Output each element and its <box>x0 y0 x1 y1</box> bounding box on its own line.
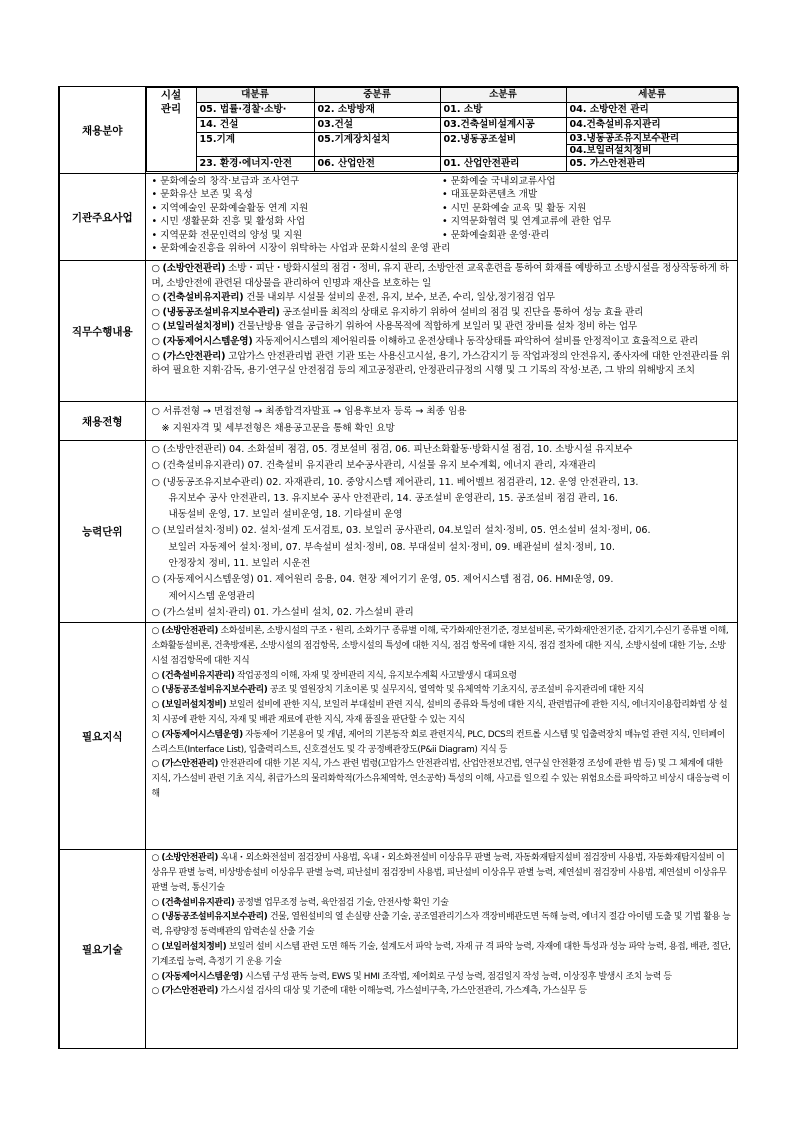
skill-item <box>152 984 733 999</box>
classification-header-row <box>146 88 738 103</box>
cell-major: 15.기계 <box>196 133 314 157</box>
bullet-circle: ○ <box>151 626 162 637</box>
units-row <box>59 441 737 623</box>
bullet-circle: ○ <box>151 700 162 711</box>
skill-item <box>152 910 733 940</box>
duty-title: (건축설비유지관리) <box>162 292 244 304</box>
bullet-circle: ○ <box>151 942 162 953</box>
skill-title: (가스안전관리) <box>161 986 219 997</box>
skill-text: 시스템 구성 판독 능력, EWS 및 HMI 조작법, 제어회로 구성 능력, 점검일지 작성 능력, 이상징후 발생시 조치 능력 등 <box>242 971 672 982</box>
units-label: 능력단위 <box>59 441 145 623</box>
cell-middle: 02. 소방방재 <box>314 103 440 118</box>
skill-title: (소방안전관리) <box>161 853 219 864</box>
duty-item <box>152 335 733 350</box>
knowledge-text: 보일러 설비에 관한 지식, 보일러 부대설비 관련 지식, 설비의 종류와 특성에 대한 지식, 관련법규에 관한 지식, 에너지이용합리화법 상 설치 시공에 관한 지식, 자재 및 배관 재료에 관한 지식, 자재 품질을 판단할 수 있는 지식 <box>151 700 728 726</box>
duties-cell <box>145 261 737 402</box>
skill-item <box>152 851 733 895</box>
cell-detail: 04.건축설비유지관리 <box>566 118 738 133</box>
duty-text: 고압가스 안전관리법 관련 기관 또는 사용신고시설, 용기, 가스감지기 등 작업과정의 안전유지, 종사자에 대한 안전관리를 위하여 필요한 지휘·감독, 용기·연구실 안전점검 등의 제고공정관리, 안정관리규정의 시행 및 그 기록의 작성·보존, 그 밖의 위해방지 조치 <box>151 350 730 377</box>
duty-item <box>152 320 733 335</box>
knowledge-item <box>152 757 733 801</box>
unit-line: 유지보수 공사 안전관리, 13. 유지보수 공사 안전관리, 14. 공조설비 운영관리, 15. 공조설비 점검 관리, 16. <box>168 492 619 504</box>
job-description-table <box>58 86 738 1049</box>
classification-row-3 <box>146 133 738 145</box>
cell-minor: 02.냉동공조설비 <box>440 133 566 157</box>
header-major: 대분류 <box>196 88 314 103</box>
business-columns <box>152 175 733 242</box>
classification-group: 시설 관리 <box>146 88 196 172</box>
skill-item <box>152 896 733 911</box>
cell-detail: 03.냉동공조유지보수관리 <box>566 133 738 145</box>
unit-line: 보일러 자동제어 설치·정비, 07. 부속설비 설치·정비, 08. 부대설비 설치·정비, 09. 배관설비 설치·정비, 10. <box>168 541 615 553</box>
cell-minor: 01. 소방 <box>440 103 566 118</box>
skills-row <box>59 850 737 1049</box>
classification-row-1 <box>146 103 738 118</box>
skill-text: 건물, 열원설비의 열 손실량 산출 기술, 공조열관리기스자 객장비배관도면 독해 능력, 에너지 절감 아이템 도출 및 기법 활용 능력, 유량양정 동력배관의 압력손실 산출 기술 <box>151 912 731 938</box>
unit-line: ○ (가스설비 설치·관리) 01. 가스설비 설치, 02. 가스설비 관리 <box>151 606 414 618</box>
cell-minor: 03.건축설비설계시공 <box>440 118 566 133</box>
unit-line: 안정장치 정비, 11. 보일러 시운전 <box>168 558 311 570</box>
cell-major: 14. 건설 <box>196 118 314 133</box>
classification-cell <box>145 87 737 174</box>
bullet-circle: ○ <box>151 912 162 923</box>
cell-middle: 03.건설 <box>314 118 440 133</box>
process-cell <box>145 402 737 441</box>
skills-cell <box>145 850 737 1049</box>
bullet-circle: ○ <box>151 263 163 274</box>
skill-item <box>152 940 733 970</box>
knowledge-title: (가스안전관리) <box>161 759 219 770</box>
duty-text: 공조설비를 최적의 상태로 유지하기 위하여 설비의 점검 및 진단을 통하여 성능 효율 관리 <box>279 306 644 318</box>
business-item: • 문화예술회관 운영·관리 <box>442 229 550 241</box>
business-item: • 대표문화콘텐츠 개발 <box>442 189 538 201</box>
duty-title: (가스안전관리) <box>162 350 226 362</box>
knowledge-text: 자동제어 기본용어 및 개념, 제어의 기본동작 회로 관련지식, PLC, DCS의 컨트롤 시스템 및 입출력장치 매뉴얼 관련 지식, 인터페이스리스트(Interface List), 입출력리스트, 신호결선도 및 각 공정배관장도(P&ii Diagram) 지식 등 <box>151 729 725 755</box>
header-middle: 중분류 <box>314 88 440 103</box>
knowledge-text: 소화설비론, 소방시설의 구조・원리, 소화기구 종류별 이해, 국가화재안전기준, 경보설비론, 국가화재안전기준, 감지기,수신기 종류별 이해, 소화활동설비론, 건축방재론, 소방시설의 점검항목, 소방시설의 특성에 대한 지식, 점검 항목에 대한 지식, 점검 절차에 대한 지식, 소방시설에 대한 기능, 소방시설 점검항목에 대한 지식 <box>151 626 729 666</box>
business-right-column <box>442 175 733 242</box>
knowledge-title: (소방안전관리) <box>161 626 219 637</box>
classification-table <box>146 87 739 172</box>
skill-text: 옥내・외소화전설비 점검장비 사용법, 옥내・외소화전설비 이상유무 판별 능력, 자동화재탐지설비 점검장비 사용법, 자동화재탐지설비 이상유무 판별 능력, 비상방송설비 이상유무 판별 능력, 피난설비 점검장비 사용법, 피난설비 이상유무 판별 능력, 제연설비 점검장비 사용법, 제연설비 이상유무 판별 능력, 통신기술 <box>151 853 727 893</box>
business-cell <box>145 174 737 261</box>
skill-title: (냉동공조설비유지보수관리) <box>161 912 268 923</box>
bullet-circle: ○ <box>151 350 163 362</box>
units-cell <box>145 441 737 623</box>
duty-title: (자동제어시스템운영) <box>162 335 253 347</box>
duty-text: 소방・피난・방화시설의 점검・정비, 유지 관리, 소방안전 교육훈련을 통하여 화재를 예방하고 소방시설을 정상작동하게 하며, 소방안전에 관련된 대상물을 관리하여 인명과 재산을 보호하는 일 <box>151 263 729 289</box>
header-detail: 세분류 <box>566 88 738 103</box>
cell-middle: 05.기계장치설치 <box>314 133 440 157</box>
business-item: • 시민 생활문화 진흥 및 활성화 사업 <box>151 216 306 228</box>
business-item: • 문화유산 보존 및 육성 <box>151 189 253 201</box>
bullet-circle: ○ <box>151 729 162 740</box>
bullet-circle: ○ <box>151 971 162 982</box>
bullet-circle: ○ <box>151 897 162 908</box>
duty-text: 건물난방용 열을 공급하기 위하여 사용목적에 적합하게 보일러 및 관련 장비를 설차 정비 하는 업무 <box>234 321 637 333</box>
classification-row-2 <box>146 118 738 133</box>
bullet-circle: ○ <box>151 986 162 997</box>
skill-title: (건축설비유지관리) <box>161 897 235 908</box>
bullet-circle: ○ <box>151 759 162 770</box>
bullet-circle: ○ <box>151 292 163 304</box>
business-item-full: • 문화예술진흥을 위하여 시장이 위탁하는 사업과 문화시설의 운영 관리 <box>151 243 451 255</box>
knowledge-item <box>152 698 733 728</box>
business-item: • 시민 문화예술 교육 및 활동 지원 <box>442 202 587 214</box>
cell-minor: 01. 산업안전관리 <box>440 157 566 172</box>
process-note: ※ 지원자격 및 세부전형은 채용공고문을 통해 확인 요망 <box>161 423 395 434</box>
duties-label: 직무수행내용 <box>59 261 145 402</box>
skill-item <box>152 970 733 985</box>
bullet-circle: ○ <box>151 853 162 864</box>
unit-line: 내동설비 운영, 17. 보일러 설비운영, 18. 기타설비 운영 <box>168 509 403 521</box>
skill-title: (자동제어시스템운영) <box>161 971 243 982</box>
process-row <box>59 402 737 441</box>
skill-text: 보일러 설비 시스템 관련 도면 해독 기술, 설계도서 파악 능력, 자재 규 격 파악 능력, 자재에 대한 특성과 성능 파악 능력, 용접, 배관, 절단, 기계조립 능력, 측정기 기 운용 기술 <box>151 942 731 967</box>
business-label: 기관주요사업 <box>59 174 145 261</box>
business-item: • 문화예술의 창작·보급과 조사연구 <box>151 176 300 187</box>
business-item: • 문화예술 국내외교류사업 <box>442 176 556 187</box>
classification-row <box>59 87 737 174</box>
knowledge-label: 필요지식 <box>59 623 145 850</box>
unit-line: ○ (소방안전관리) 04. 소화설비 점검, 05. 경보설비 점검, 06. 피난소화활동·방화시설 점검, 10. 소방시설 유지보수 <box>151 444 633 455</box>
unit-line: 제어시스템 운영관리 <box>168 590 255 602</box>
unit-line: ○ (자동제어시스템운영) 01. 제어원리 응용, 04. 현장 제어기기 운영, 05. 제어시스템 점검, 06. HMI운영, 09. <box>151 574 614 586</box>
header-minor: 소분류 <box>440 88 566 103</box>
bullet-circle: ○ <box>151 685 162 696</box>
bullet-circle: ○ <box>151 670 162 681</box>
knowledge-item <box>152 728 733 758</box>
cell-detail: 04.보일러설치정비 <box>566 145 738 157</box>
knowledge-title: (자동제어시스템운영) <box>161 729 243 740</box>
duty-text: 자동제어시스템의 제어원리를 이해하고 운전상태나 동작상태를 파악하여 설비를 안정적이고 효율적으로 관리 <box>252 335 699 347</box>
classification-label: 채용분야 <box>59 87 145 174</box>
business-item: • 지역예술인 문화예술활동 연계 지원 <box>151 202 309 214</box>
knowledge-text: 안전관리에 대한 기본 지식, 가스 관련 법령(고압가스 안전관리법, 산업안전보건법, 연구실 안전환경 조성에 관한 법 등) 및 그 체계에 대한 지식, 가스설비 관련 기초 지식, 취급가스의 물리화학적(가스유체역학, 연소공학) 특성의 이해, 사고를 일으킬 수 있는 위험요소를 파악하고 비상시 대응능력 이해 <box>151 759 731 800</box>
unit-line: ○ (냉동공조유지보수관리) 02. 자재관리, 10. 중앙시스템 제어관리, 11. 베어벨브 점검관리, 12. 운영 안전관리, 13. <box>151 476 639 488</box>
unit-line: ○ (보일러설치·정비) 02. 설치·설계 도서검토, 03. 보일러 공사관리, 04.보일러 설치·정비, 05. 연소설비 설치·정비, 06. <box>151 525 651 537</box>
bullet-circle: ○ <box>151 306 163 318</box>
duty-title: (냉동공조설비유지보수관리) <box>162 306 280 318</box>
knowledge-item <box>152 669 733 684</box>
skill-text: 공정별 업무조정 능력, 육안점검 기술, 안전사항 확인 기술 <box>234 897 449 908</box>
knowledge-title: (보일러설치정비) <box>161 700 227 711</box>
business-item: • 지역문화 전문인력의 양성 및 지원 <box>151 229 303 241</box>
duty-title: (보일러설치정비) <box>162 321 235 333</box>
skills-label: 필요기술 <box>59 850 145 1049</box>
business-row <box>59 174 737 261</box>
knowledge-item <box>152 683 733 698</box>
knowledge-item <box>152 624 733 668</box>
knowledge-text: 작업공정의 이해, 자재 및 장비관리 지식, 유지보수계획 사고발생시 대피요령 <box>234 670 517 681</box>
classification-row-4 <box>146 157 738 172</box>
bullet-circle: ○ <box>151 335 163 347</box>
duty-text: 건물 내외부 시설물 설비의 운전, 유지, 보수, 보존, 수리, 일상,정기점검 업무 <box>243 292 555 304</box>
cell-major: 05. 법률·경찰·소방· <box>196 103 314 118</box>
cell-detail: 05. 가스안전관리 <box>566 157 738 172</box>
duty-title: (소방안전관리) <box>162 263 226 274</box>
knowledge-cell <box>145 623 737 850</box>
duties-row <box>59 261 737 402</box>
process-label: 채용전형 <box>59 402 145 441</box>
skill-text: 가스시설 검사의 대상 및 기준에 대한 이해능력, 가스설비구축, 가스안전관리, 가스계측, 가스실무 등 <box>218 986 587 997</box>
duty-item <box>152 262 733 291</box>
duty-item <box>152 306 733 321</box>
duty-item <box>152 291 733 306</box>
bullet-circle: ○ <box>151 321 163 333</box>
knowledge-title: (냉동공조설비유지보수관리) <box>161 685 268 696</box>
business-left-column <box>152 175 443 242</box>
skill-title: (보일러설치정비) <box>161 942 227 953</box>
knowledge-title: (건축설비유지관리) <box>161 670 235 681</box>
duty-item <box>152 350 733 379</box>
cell-major: 23. 환경·에너지·안전 <box>196 157 314 172</box>
cell-detail: 04. 소방안전 관리 <box>566 103 738 118</box>
unit-line: ○ (건축설비유지관리) 07. 건축설비 유지관리 보수공사관리, 시설물 유지 보수계획, 에너지 관리, 자재관리 <box>151 460 597 472</box>
process-flow: ○ 서류전형 → 면접전형 → 최종합격자발표 → 임용후보자 등록 → 최종 임용 <box>151 406 467 417</box>
cell-middle: 06. 산업안전 <box>314 157 440 172</box>
knowledge-text: 공조 및 열원장치 기초이론 및 실무지식, 열역학 및 유체역학 기초지식, 공조설비 유지관리에 대한 지식 <box>267 685 645 696</box>
knowledge-row <box>59 623 737 850</box>
business-item: • 지역문화협력 및 연계교류에 관한 업무 <box>442 216 612 228</box>
